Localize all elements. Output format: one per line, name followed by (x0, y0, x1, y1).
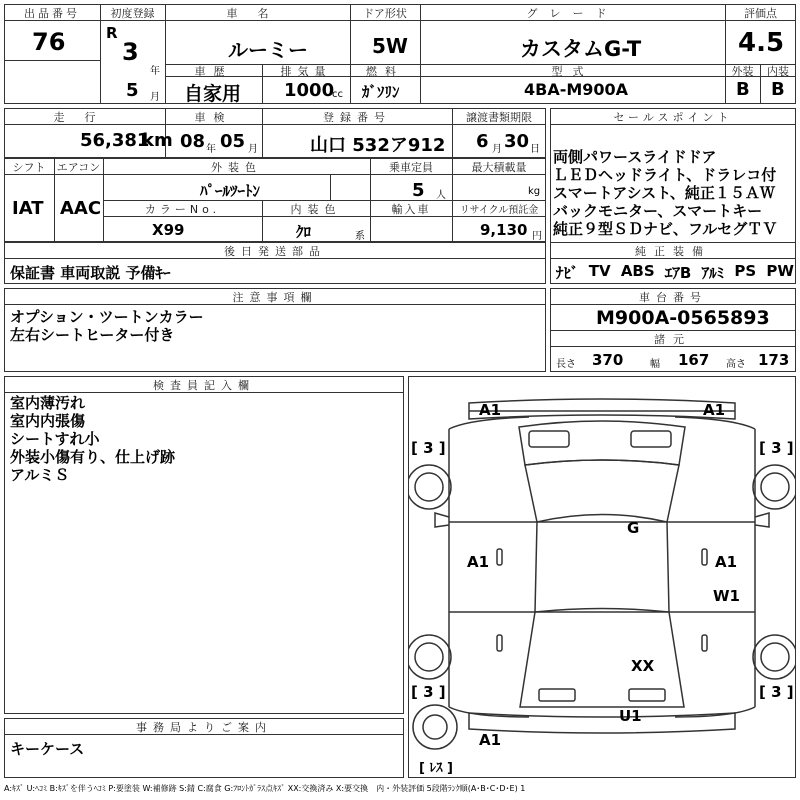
specs-label: 諸元 (654, 333, 692, 346)
spare-tire: [ ﾚｽ ] (419, 761, 453, 776)
air-conditioner: AAC (60, 198, 102, 219)
damage-mark: A1 (467, 553, 490, 571)
inspection-year-unit: 年 (206, 144, 216, 155)
exterior-grade-label: 外装 (731, 65, 754, 78)
inspection-month-unit: 月 (248, 144, 258, 155)
legend: A:ｷｽﾞ U:ﾍｺﾐ B:ｷｽﾞを伴うﾍｺﾐ P:要塗装 W:補修跡 S:錆 C:腐食 G:ﾌﾛﾝﾄｶﾞﾗｽ点ｷｽﾞ XX:交換済み X:要交換 内・外装評価 5段階ﾗﾝｸ順(A･B･C･D･E) 1 (4, 784, 526, 793)
equipment-item: ﾅﾋﾞ (556, 264, 579, 282)
lot-number: 76 (32, 28, 66, 56)
interior-color-label: 内装色 (290, 203, 342, 216)
equipment-item: ｴｱB (664, 264, 692, 282)
tire-tread: [ 3 ] (411, 683, 446, 701)
shift-label: シフト (12, 161, 46, 174)
sales-line: スマートアシスト、純正１５ＡＷ (553, 184, 775, 202)
capacity: 5 (412, 180, 425, 201)
equipment-item: ABS (620, 262, 655, 280)
equipment-item: PW (766, 262, 794, 280)
mileage-unit: km (142, 130, 173, 151)
max-load-unit: kg (528, 186, 541, 197)
plate-label: 登録番号 (323, 111, 391, 124)
chassis-label: 車台番号 (639, 291, 707, 304)
score: 4.5 (738, 28, 785, 58)
exterior-grade: B (736, 79, 750, 100)
sales-line: 純正９型ＳＤナビ、フルセグＴＶ (553, 220, 778, 238)
notes-lines (10, 308, 204, 344)
recycle-unit: 円 (532, 231, 542, 242)
office-note: キーケース (10, 740, 85, 758)
equipment-label: 純正装備 (635, 245, 711, 258)
inspector-line: 室内内張傷 (10, 412, 86, 430)
transfer-day: 30 (504, 131, 530, 152)
transfer-deadline-label: 譲渡書類期限 (466, 111, 532, 124)
sales-line: 両側パワースライドドア (553, 148, 717, 166)
door-type: 5W (372, 34, 408, 58)
notes-label: 注意事項欄 (232, 291, 318, 304)
month-unit: 月 (150, 92, 160, 103)
sales-line: ＬＥＤヘッドライト、ドラレコ付 (553, 166, 777, 184)
inspector-lines (10, 394, 175, 484)
displacement: 1000 (284, 80, 335, 101)
inspector-line: アルミＳ (10, 466, 70, 484)
width: 167 (678, 351, 710, 369)
sales-points (553, 148, 777, 238)
damage-mark: A1 (715, 553, 738, 571)
inspection-month: 05 (220, 131, 246, 152)
color-no: X99 (152, 221, 185, 239)
sales-line: バックモニター、スマートキー (553, 202, 763, 220)
recycle-label: リサイクル預託金 (459, 205, 539, 216)
width-label: 幅 (650, 359, 660, 370)
inspector-line: 外装小傷有り、仕上げ跡 (10, 448, 176, 466)
grade: カスタムG-T (520, 37, 642, 61)
note-line: オプション・ツートンカラー (10, 308, 204, 326)
inspector-line: シートすれ小 (10, 430, 100, 448)
reg-month: 5 (126, 80, 139, 101)
damage-mark: A1 (479, 731, 502, 749)
height: 173 (758, 351, 790, 369)
tire-tread: [ 3 ] (759, 439, 794, 457)
damage-mark: A1 (479, 401, 502, 419)
car-outline (409, 377, 795, 777)
import-label: 輸入車 (391, 203, 431, 216)
era: R (106, 24, 118, 42)
exterior-color: ﾊﾟｰﾙﾂｰﾄﾝ (200, 182, 261, 200)
damage-mark: XX (631, 657, 655, 675)
year-unit: 年 (150, 66, 160, 77)
mileage-label: 走行 (53, 111, 116, 124)
equipment-list (556, 262, 794, 283)
capacity-label: 乗車定員 (389, 161, 433, 174)
first-reg-label: 初度登録 (110, 7, 155, 20)
office-label: 事務局よりご案内 (136, 721, 272, 734)
color-no-label: カラーNo. (144, 203, 221, 216)
damage-mark: G (627, 519, 640, 537)
inspection-label: 車検 (194, 111, 233, 124)
chassis-number: M900A-0565893 (596, 307, 770, 329)
inspector-label: 検査員記入欄 (153, 379, 255, 392)
fuel-label: 燃料 (366, 65, 404, 78)
equipment-item: ｱﾙﾐ (701, 264, 725, 282)
plate-number: 山口 532ア912 (310, 135, 446, 156)
door-label: ドア形状 (363, 7, 407, 20)
model-type-label: 型式 (551, 65, 594, 78)
fuel: ｶﾞｿﾘﾝ (362, 83, 400, 101)
equipment-item: TV (588, 262, 611, 280)
inspector-line: 室内薄汚れ (10, 394, 86, 412)
max-load-label: 最大積載量 (471, 161, 527, 174)
equipment-item: PS (734, 262, 757, 280)
tire-tread: [ 3 ] (759, 683, 794, 701)
transfer-month: 6 (476, 131, 489, 152)
mileage: 56,381 (80, 130, 150, 151)
length-label: 長さ (556, 359, 576, 370)
shift: IAT (12, 198, 44, 219)
lot-label: 出品番号 (24, 7, 80, 20)
transfer-day-unit: 日 (530, 144, 540, 155)
interior-grade-label: 内装 (767, 65, 789, 78)
interior-color-unit: 系 (355, 231, 365, 242)
length: 370 (592, 351, 624, 369)
later-parts-label: 後日発送部品 (224, 245, 326, 258)
history: 自家用 (184, 83, 242, 105)
later-parts: 保証書 車両取説 予備ｷｰ (10, 264, 171, 282)
damage-mark: A1 (703, 401, 726, 419)
displacement-label: 排気量 (280, 65, 332, 78)
model-name: ルーミー (228, 38, 308, 62)
transfer-month-unit: 月 (492, 144, 502, 155)
model-type: 4BA-M900A (524, 80, 629, 99)
displacement-unit: cc (332, 89, 343, 100)
score-label: 評価点 (744, 7, 777, 20)
model-label: 車名 (226, 7, 289, 20)
car-diagram (408, 376, 796, 778)
note-line: 左右シートヒーター付き (10, 326, 175, 344)
exterior-color-label: 外装色 (211, 161, 262, 174)
reg-year: 3 (122, 38, 139, 66)
sales-point-label: セールスポイント (613, 111, 733, 124)
damage-mark: U1 (619, 707, 642, 725)
interior-color: ｸﾛ (296, 223, 312, 241)
recycle-fee: 9,130 (480, 221, 528, 239)
height-label: 高さ (726, 359, 746, 370)
ac-label: エアコン (56, 161, 101, 174)
grade-label: グレード (526, 7, 619, 20)
capacity-unit: 人 (436, 190, 446, 201)
history-label: 車歴 (194, 65, 233, 78)
tire-tread: [ 3 ] (411, 439, 446, 457)
interior-grade: B (771, 79, 785, 100)
inspection-year: 08 (180, 131, 206, 152)
damage-mark: W1 (713, 587, 740, 605)
